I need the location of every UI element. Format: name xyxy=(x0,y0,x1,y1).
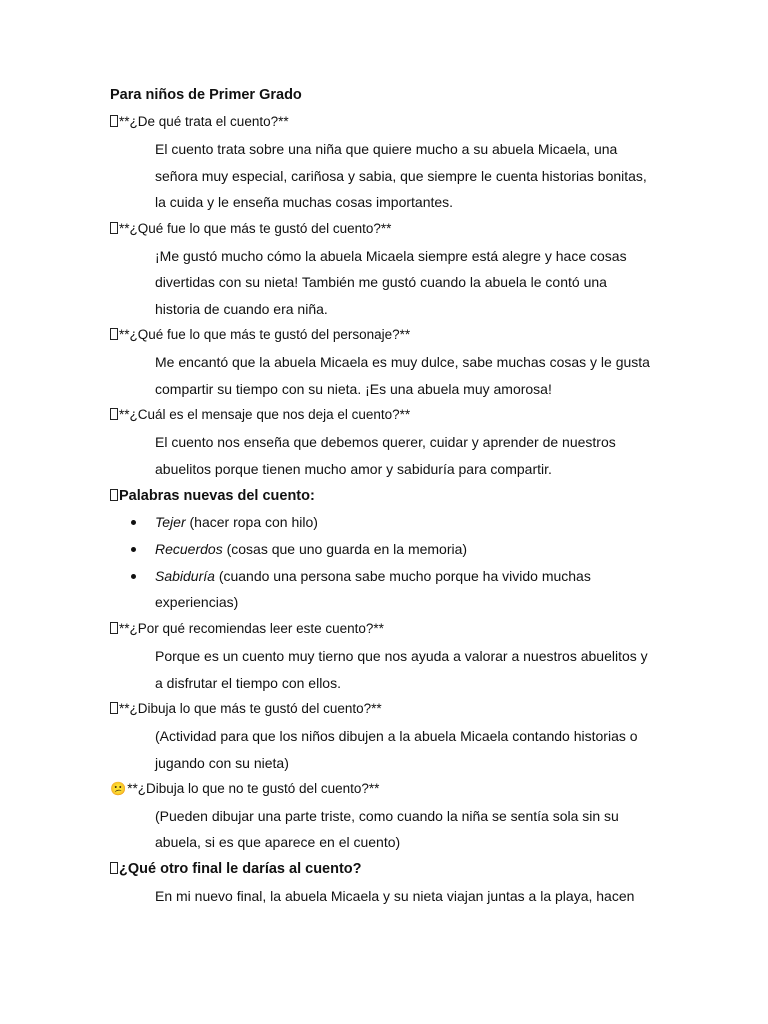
bullet-icon xyxy=(131,574,136,579)
missing-glyph-icon xyxy=(110,115,118,127)
question-6-text: **¿Dibuja lo que más te gustó del cuento?** xyxy=(119,701,382,716)
missing-glyph-icon xyxy=(110,408,118,420)
question-5 xyxy=(110,620,384,638)
final-heading-text: ¿Qué otro final le darías al cuento? xyxy=(119,861,362,877)
question-1-text: **¿De qué trata el cuento?** xyxy=(119,114,289,129)
answer-2-line-2: divertidas con su nieta! También me gustó cuando la abuela le contó una xyxy=(155,274,607,290)
question-7 xyxy=(110,780,379,798)
vocab-item-3-continuation: experiencias) xyxy=(155,594,239,610)
answer-2-line-3: historia de cuando era niña. xyxy=(155,301,328,317)
answer-4-line-1: El cuento nos enseña que debemos querer, cuidar y aprender de nuestros xyxy=(155,434,616,450)
answer-6-line-2: jugando con su nieta) xyxy=(155,755,289,771)
vocab-item-1 xyxy=(155,513,318,531)
vocab-desc: (hacer ropa con hilo) xyxy=(185,514,318,530)
vocab-item-2 xyxy=(155,540,467,558)
missing-glyph-icon xyxy=(110,328,118,340)
final-answer-line-1: En mi nuevo final, la abuela Micaela y su nieta viajan juntas a la playa, hacen xyxy=(155,888,635,904)
page-title: Para niños de Primer Grado xyxy=(110,87,302,103)
question-3 xyxy=(110,326,410,344)
missing-glyph-icon xyxy=(110,622,118,634)
confused-face-icon: 😕 xyxy=(110,781,127,796)
missing-glyph-icon xyxy=(110,222,118,234)
question-4 xyxy=(110,406,410,424)
question-4-text: **¿Cuál es el mensaje que nos deja el cuento?** xyxy=(119,407,411,422)
question-2-text: **¿Qué fue lo que más te gustó del cuento?** xyxy=(119,221,392,236)
question-2 xyxy=(110,220,391,238)
answer-3-line-2: compartir su tiempo con su nieta. ¡Es una abuela muy amorosa! xyxy=(155,381,552,397)
vocab-term: Sabiduría xyxy=(155,568,215,584)
vocab-heading-text: Palabras nuevas del cuento: xyxy=(119,488,315,504)
missing-glyph-icon xyxy=(110,489,118,501)
question-6 xyxy=(110,700,382,718)
answer-1-line-1: El cuento trata sobre una niña que quiere mucho a su abuela Micaela, una xyxy=(155,141,618,157)
missing-glyph-icon xyxy=(110,702,118,714)
answer-6-line-1: (Actividad para que los niños dibujen a la abuela Micaela contando historias o xyxy=(155,728,638,744)
answer-2-line-1: ¡Me gustó mucho cómo la abuela Micaela siempre está alegre y hace cosas xyxy=(155,248,627,264)
vocab-desc: (cuando una persona sabe mucho porque ha vivido muchas xyxy=(214,568,591,584)
bullet-icon xyxy=(131,520,136,525)
answer-5-line-1: Porque es un cuento muy tierno que nos ayuda a valorar a nuestros abuelitos y xyxy=(155,648,648,664)
answer-3-line-1: Me encantó que la abuela Micaela es muy dulce, sabe muchas cosas y le gusta xyxy=(155,354,650,370)
missing-glyph-icon xyxy=(110,862,118,874)
question-1 xyxy=(110,113,289,131)
question-7-text: **¿Dibuja lo que no te gustó del cuento?** xyxy=(127,781,380,796)
answer-4-line-2: abuelitos porque tienen mucho amor y sabiduría para compartir. xyxy=(155,461,552,477)
bullet-icon xyxy=(131,547,136,552)
answer-1-line-3: la cuida y le enseña muchas cosas importantes. xyxy=(155,194,454,210)
answer-1-line-2: señora muy especial, cariñosa y sabia, que siempre le cuenta historias bonitas, xyxy=(155,168,647,184)
vocab-desc: (cosas que uno guarda en la memoria) xyxy=(222,541,468,557)
answer-5-line-2: a disfrutar el tiempo con ellos. xyxy=(155,675,341,691)
question-3-text: **¿Qué fue lo que más te gustó del personaje?** xyxy=(119,327,411,342)
answer-7-line-2: abuela, si es que aparece en el cuento) xyxy=(155,834,401,850)
vocab-heading xyxy=(110,487,315,505)
final-heading xyxy=(110,860,362,878)
answer-7-line-1: (Pueden dibujar una parte triste, como cuando la niña se sentía sola sin su xyxy=(155,808,619,824)
vocab-item-3 xyxy=(155,567,591,585)
vocab-term: Recuerdos xyxy=(155,541,223,557)
vocab-term: Tejer xyxy=(155,514,186,530)
question-5-text: **¿Por qué recomiendas leer este cuento?** xyxy=(119,621,384,636)
